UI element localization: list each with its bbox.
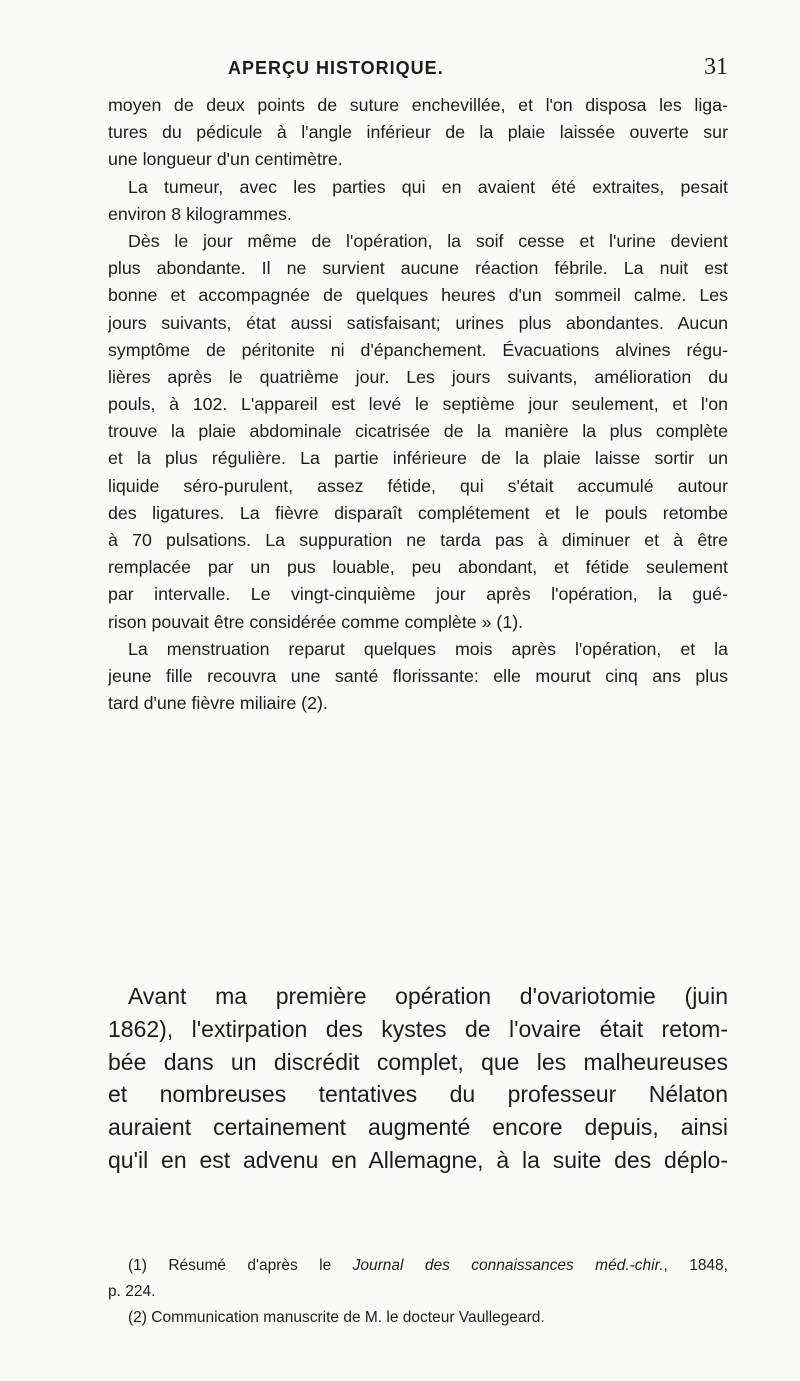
text-line: 1862), l'extirpation des kystes de l'ovaire était retom-	[108, 1015, 728, 1042]
footnote-1	[108, 1253, 728, 1279]
text-line: rison pouvait être considérée comme complète » (1).	[108, 611, 524, 632]
text-line: La menstruation reparut quelques mois après l'opération, et la	[128, 638, 728, 659]
text-line: qu'il en est advenu en Allemagne, à la suite des déplo-	[108, 1146, 728, 1173]
footnotes	[108, 1253, 728, 1331]
footnote-2: (2) Communication manuscrite de M. le docteur Vaullegeard.	[128, 1309, 545, 1326]
text-line: jours suivants, état aussi satisfaisant; urines plus abondantes. Aucun	[108, 312, 728, 333]
page-number: 31	[704, 54, 728, 80]
text-line: une longueur d'un centimètre.	[108, 149, 343, 170]
text-line: trouve la plaie abdominale cicatrisée de la manière la plus complète	[108, 421, 728, 442]
text-line: Dès le jour même de l'opération, la soif cesse et l'urine devient	[128, 230, 728, 251]
text-line: par intervalle. Le vingt-cinquième jour après l'opération, la gué-	[108, 584, 728, 605]
footnote-1-text: (1) Résumé d'après le	[128, 1257, 353, 1274]
text-line: environ 8 kilogrammes.	[108, 203, 292, 224]
text-line: auraient certainement augmenté encore depuis, ainsi	[108, 1114, 728, 1141]
text-line: pouls, à 102. L'appareil est levé le septième jour seulement, et l'on	[108, 394, 728, 415]
text-line: lières après le quatrième jour. Les jours suivants, amélioration du	[108, 366, 728, 387]
footnote-1-rest: , 1848,	[663, 1257, 728, 1274]
text-line: à 70 pulsations. La suppuration ne tarda pas à diminuer et à être	[108, 530, 728, 550]
running-header	[108, 54, 728, 88]
text-line: plus abondante. Il ne survient aucune réaction fébrile. La nuit est	[108, 258, 728, 279]
text-line: et la plus régulière. La partie inférieure de la plaie laisse sortir un	[108, 448, 728, 469]
text-line: moyen de deux points de suture enchevillée, et l'on disposa les liga-	[108, 95, 728, 115]
text-line: jeune fille recouvra une santé florissante: elle mourut cinq ans plus	[108, 665, 728, 686]
text-line: bonne et accompagnée de quelques heures d'un sommeil calme. Les	[108, 285, 728, 306]
body-text-small	[108, 92, 728, 717]
running-title: APERÇU HISTORIQUE.	[228, 58, 444, 78]
text-line: et nombreuses tentatives du professeur Nélaton	[108, 1081, 728, 1108]
footnote-1-journal: Journal des connaissances méd.-chir.	[352, 1257, 664, 1274]
text-line: remplacée par un pus louable, peu abondant, et fétide seulement	[108, 557, 728, 578]
text-line: symptôme de péritonite ni d'épanchement. Évacuations alvines régu-	[108, 339, 728, 360]
text-line: bée dans un discrédit complet, que les malheureuses	[108, 1048, 728, 1075]
text-line: liquide séro-purulent, assez fétide, qui s'était accumulé autour	[108, 475, 728, 496]
text-line: tures du pédicule à l'angle inférieur de la plaie laissée ouverte sur	[108, 122, 728, 143]
body-text-large	[108, 980, 728, 1177]
footnote-1-continuation: p. 224.	[108, 1283, 156, 1300]
text-line: Avant ma première opération d'ovariotomie (juin	[128, 983, 728, 1009]
text-line: tard d'une fièvre miliaire (2).	[108, 693, 328, 714]
text-line: des ligatures. La fièvre disparaît complétement et le pouls retombe	[108, 502, 728, 523]
text-line: La tumeur, avec les parties qui en avaient été extraites, pesait	[128, 176, 728, 197]
